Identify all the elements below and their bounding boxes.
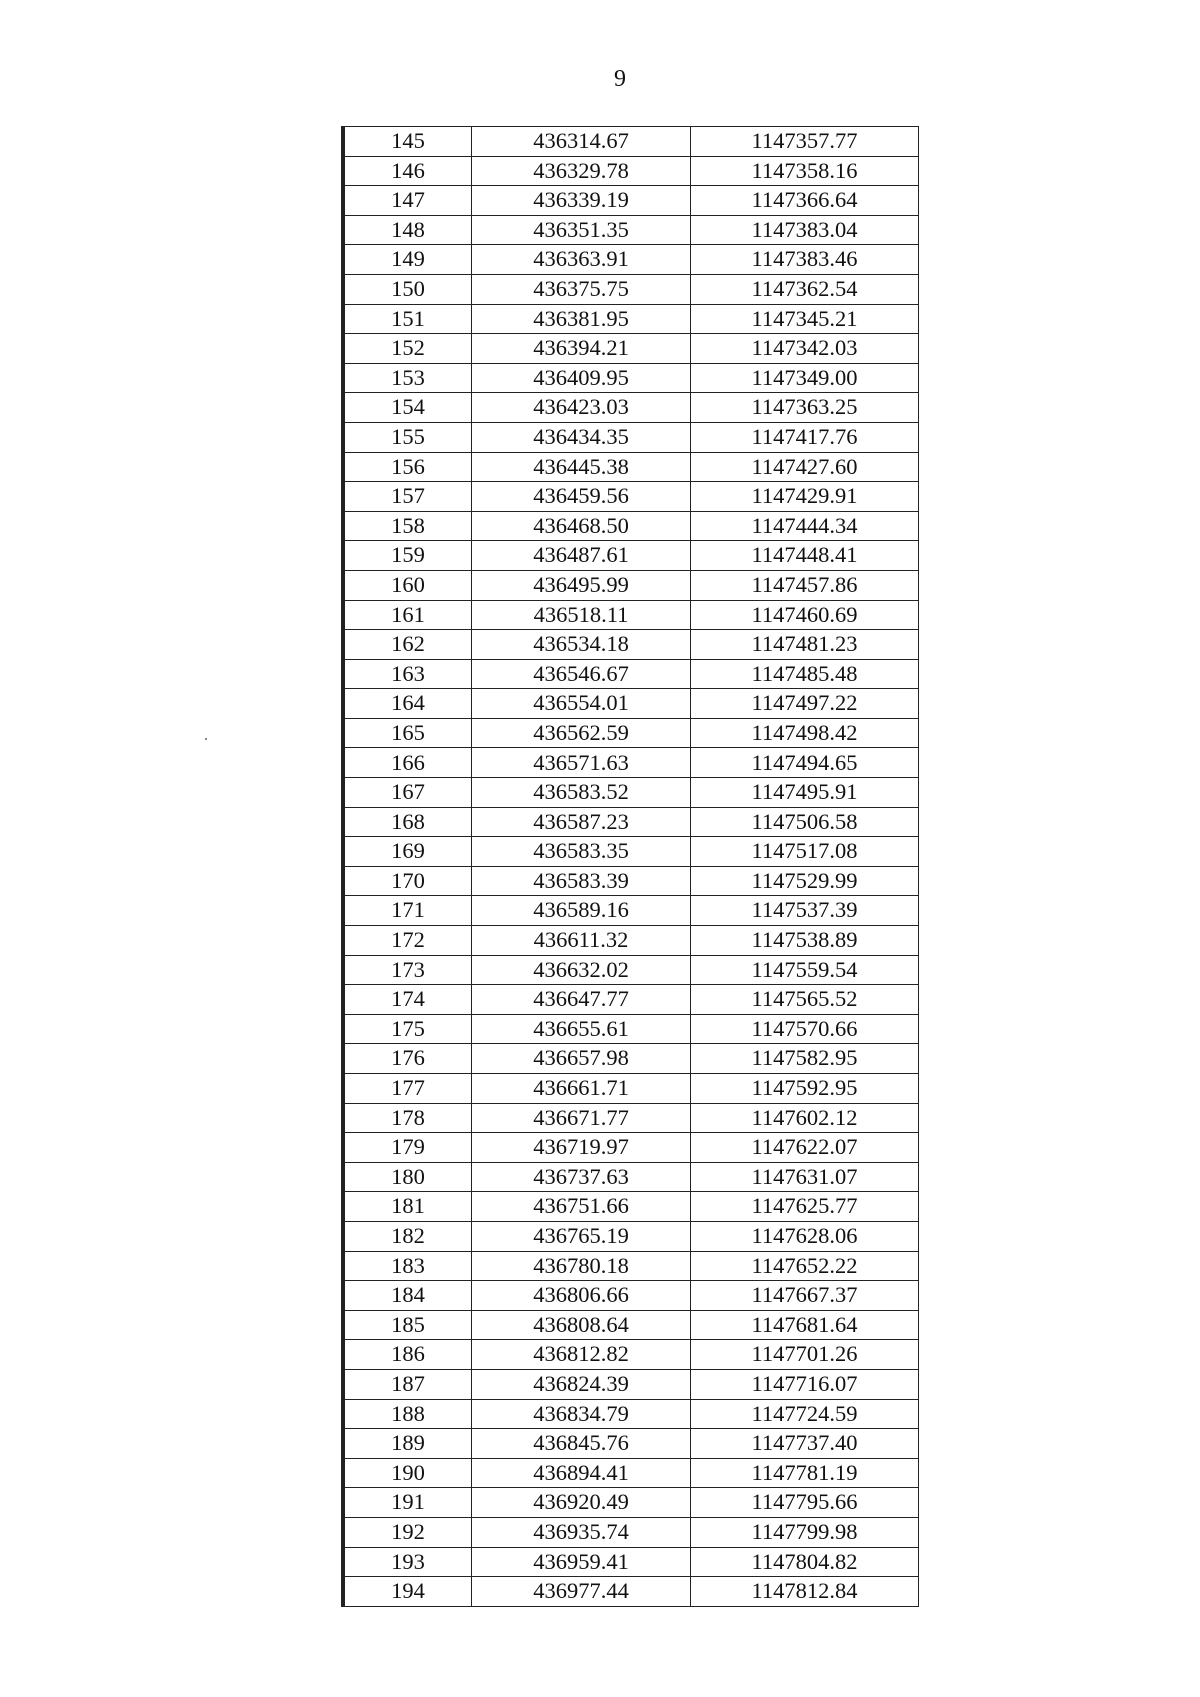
- y-coordinate-cell: 1147345.21: [691, 304, 919, 334]
- table-row: [345, 1340, 919, 1370]
- y-coordinate-cell: 1147537.39: [691, 896, 919, 926]
- table-row: [345, 630, 919, 660]
- x-coordinate-cell: 436845.76: [472, 1429, 691, 1459]
- table-row: [345, 600, 919, 630]
- point-number-cell: 152: [345, 334, 472, 364]
- table-row: [345, 807, 919, 837]
- y-coordinate-cell: 1147602.12: [691, 1103, 919, 1133]
- table-row: [345, 896, 919, 926]
- table-row: [345, 718, 919, 748]
- scan-speck: [205, 738, 207, 740]
- table-row: [345, 1133, 919, 1163]
- y-coordinate-cell: 1147592.95: [691, 1074, 919, 1104]
- point-number-cell: 158: [345, 511, 472, 541]
- table-row: [345, 511, 919, 541]
- y-coordinate-cell: 1147357.77: [691, 127, 919, 157]
- y-coordinate-cell: 1147457.86: [691, 570, 919, 600]
- y-coordinate-cell: 1147506.58: [691, 807, 919, 837]
- x-coordinate-cell: 436314.67: [472, 127, 691, 157]
- point-number-cell: 180: [345, 1162, 472, 1192]
- x-coordinate-cell: 436834.79: [472, 1399, 691, 1429]
- y-coordinate-cell: 1147538.89: [691, 926, 919, 956]
- x-coordinate-cell: 436351.35: [472, 215, 691, 245]
- point-number-cell: 176: [345, 1044, 472, 1074]
- table-row: [345, 1369, 919, 1399]
- y-coordinate-cell: 1147799.98: [691, 1517, 919, 1547]
- y-coordinate-cell: 1147444.34: [691, 511, 919, 541]
- x-coordinate-cell: 436589.16: [472, 896, 691, 926]
- y-coordinate-cell: 1147701.26: [691, 1340, 919, 1370]
- table-row: [345, 274, 919, 304]
- y-coordinate-cell: 1147559.54: [691, 955, 919, 985]
- point-number-cell: 159: [345, 541, 472, 571]
- table-row: [345, 1429, 919, 1459]
- x-coordinate-cell: 436394.21: [472, 334, 691, 364]
- x-coordinate-cell: 436571.63: [472, 748, 691, 778]
- table-row: [345, 985, 919, 1015]
- point-number-cell: 162: [345, 630, 472, 660]
- point-number-cell: 161: [345, 600, 472, 630]
- point-number-cell: 160: [345, 570, 472, 600]
- point-number-cell: 170: [345, 866, 472, 896]
- table-row: [345, 1192, 919, 1222]
- coordinates-table-body: [345, 127, 919, 1607]
- table-row: [345, 866, 919, 896]
- point-number-cell: 163: [345, 659, 472, 689]
- x-coordinate-cell: 436363.91: [472, 245, 691, 275]
- y-coordinate-cell: 1147804.82: [691, 1547, 919, 1577]
- x-coordinate-cell: 436587.23: [472, 807, 691, 837]
- x-coordinate-cell: 436554.01: [472, 689, 691, 719]
- x-coordinate-cell: 436661.71: [472, 1074, 691, 1104]
- y-coordinate-cell: 1147342.03: [691, 334, 919, 364]
- y-coordinate-cell: 1147628.06: [691, 1221, 919, 1251]
- y-coordinate-cell: 1147358.16: [691, 156, 919, 186]
- point-number-cell: 164: [345, 689, 472, 719]
- y-coordinate-cell: 1147517.08: [691, 837, 919, 867]
- table-row: [345, 1310, 919, 1340]
- table-row: [345, 1074, 919, 1104]
- y-coordinate-cell: 1147495.91: [691, 778, 919, 808]
- table-row: [345, 186, 919, 216]
- table-row: [345, 422, 919, 452]
- y-coordinate-cell: 1147497.22: [691, 689, 919, 719]
- table-row: [345, 1281, 919, 1311]
- point-number-cell: 166: [345, 748, 472, 778]
- point-number-cell: 193: [345, 1547, 472, 1577]
- y-coordinate-cell: 1147781.19: [691, 1458, 919, 1488]
- table-row: [345, 659, 919, 689]
- x-coordinate-cell: 436812.82: [472, 1340, 691, 1370]
- y-coordinate-cell: 1147812.84: [691, 1577, 919, 1607]
- table-row: [345, 393, 919, 423]
- x-coordinate-cell: 436434.35: [472, 422, 691, 452]
- point-number-cell: 188: [345, 1399, 472, 1429]
- y-coordinate-cell: 1147631.07: [691, 1162, 919, 1192]
- y-coordinate-cell: 1147429.91: [691, 482, 919, 512]
- x-coordinate-cell: 436719.97: [472, 1133, 691, 1163]
- point-number-cell: 182: [345, 1221, 472, 1251]
- point-number-cell: 186: [345, 1340, 472, 1370]
- x-coordinate-cell: 436824.39: [472, 1369, 691, 1399]
- table-row: [345, 778, 919, 808]
- table-row: [345, 1488, 919, 1518]
- point-number-cell: 187: [345, 1369, 472, 1399]
- y-coordinate-cell: 1147724.59: [691, 1399, 919, 1429]
- y-coordinate-cell: 1147716.07: [691, 1369, 919, 1399]
- table-row: [345, 689, 919, 719]
- point-number-cell: 194: [345, 1577, 472, 1607]
- x-coordinate-cell: 436959.41: [472, 1547, 691, 1577]
- x-coordinate-cell: 436583.52: [472, 778, 691, 808]
- x-coordinate-cell: 436487.61: [472, 541, 691, 571]
- y-coordinate-cell: 1147362.54: [691, 274, 919, 304]
- y-coordinate-cell: 1147652.22: [691, 1251, 919, 1281]
- table-row: [345, 1517, 919, 1547]
- table-row: [345, 245, 919, 275]
- x-coordinate-cell: 436935.74: [472, 1517, 691, 1547]
- x-coordinate-cell: 436518.11: [472, 600, 691, 630]
- point-number-cell: 146: [345, 156, 472, 186]
- y-coordinate-cell: 1147570.66: [691, 1014, 919, 1044]
- y-coordinate-cell: 1147366.64: [691, 186, 919, 216]
- point-number-cell: 184: [345, 1281, 472, 1311]
- point-number-cell: 167: [345, 778, 472, 808]
- point-number-cell: 154: [345, 393, 472, 423]
- table-row: [345, 570, 919, 600]
- y-coordinate-cell: 1147737.40: [691, 1429, 919, 1459]
- point-number-cell: 155: [345, 422, 472, 452]
- x-coordinate-cell: 436806.66: [472, 1281, 691, 1311]
- y-coordinate-cell: 1147427.60: [691, 452, 919, 482]
- point-number-cell: 153: [345, 363, 472, 393]
- table-row: [345, 955, 919, 985]
- x-coordinate-cell: 436583.35: [472, 837, 691, 867]
- table-row: [345, 127, 919, 157]
- x-coordinate-cell: 436375.75: [472, 274, 691, 304]
- y-coordinate-cell: 1147795.66: [691, 1488, 919, 1518]
- point-number-cell: 189: [345, 1429, 472, 1459]
- x-coordinate-cell: 436534.18: [472, 630, 691, 660]
- x-coordinate-cell: 436468.50: [472, 511, 691, 541]
- y-coordinate-cell: 1147460.69: [691, 600, 919, 630]
- x-coordinate-cell: 436920.49: [472, 1488, 691, 1518]
- x-coordinate-cell: 436495.99: [472, 570, 691, 600]
- table-row: [345, 1221, 919, 1251]
- y-coordinate-cell: 1147383.04: [691, 215, 919, 245]
- x-coordinate-cell: 436657.98: [472, 1044, 691, 1074]
- x-coordinate-cell: 436894.41: [472, 1458, 691, 1488]
- table-row: [345, 452, 919, 482]
- table-row: [345, 1458, 919, 1488]
- x-coordinate-cell: 436459.56: [472, 482, 691, 512]
- y-coordinate-cell: 1147363.25: [691, 393, 919, 423]
- y-coordinate-cell: 1147681.64: [691, 1310, 919, 1340]
- y-coordinate-cell: 1147498.42: [691, 718, 919, 748]
- point-number-cell: 168: [345, 807, 472, 837]
- x-coordinate-cell: 436632.02: [472, 955, 691, 985]
- point-number-cell: 192: [345, 1517, 472, 1547]
- point-number-cell: 149: [345, 245, 472, 275]
- table-row: [345, 748, 919, 778]
- x-coordinate-cell: 436546.67: [472, 659, 691, 689]
- point-number-cell: 172: [345, 926, 472, 956]
- point-number-cell: 165: [345, 718, 472, 748]
- point-number-cell: 148: [345, 215, 472, 245]
- point-number-cell: 179: [345, 1133, 472, 1163]
- x-coordinate-cell: 436381.95: [472, 304, 691, 334]
- x-coordinate-cell: 436737.63: [472, 1162, 691, 1192]
- point-number-cell: 181: [345, 1192, 472, 1222]
- table-row: [345, 1014, 919, 1044]
- table-row: [345, 1103, 919, 1133]
- x-coordinate-cell: 436611.32: [472, 926, 691, 956]
- y-coordinate-cell: 1147625.77: [691, 1192, 919, 1222]
- table-row: [345, 304, 919, 334]
- table-row: [345, 482, 919, 512]
- table-row: [345, 363, 919, 393]
- x-coordinate-cell: 436655.61: [472, 1014, 691, 1044]
- y-coordinate-cell: 1147667.37: [691, 1281, 919, 1311]
- point-number-cell: 157: [345, 482, 472, 512]
- x-coordinate-cell: 436339.19: [472, 186, 691, 216]
- point-number-cell: 147: [345, 186, 472, 216]
- table-row: [345, 926, 919, 956]
- y-coordinate-cell: 1147582.95: [691, 1044, 919, 1074]
- table-row: [345, 1577, 919, 1607]
- coordinates-table-container: [341, 126, 918, 1607]
- point-number-cell: 169: [345, 837, 472, 867]
- table-row: [345, 156, 919, 186]
- y-coordinate-cell: 1147529.99: [691, 866, 919, 896]
- x-coordinate-cell: 436780.18: [472, 1251, 691, 1281]
- x-coordinate-cell: 436583.39: [472, 866, 691, 896]
- y-coordinate-cell: 1147349.00: [691, 363, 919, 393]
- y-coordinate-cell: 1147417.76: [691, 422, 919, 452]
- table-row: [345, 837, 919, 867]
- y-coordinate-cell: 1147565.52: [691, 985, 919, 1015]
- point-number-cell: 173: [345, 955, 472, 985]
- table-row: [345, 1547, 919, 1577]
- point-number-cell: 191: [345, 1488, 472, 1518]
- table-row: [345, 215, 919, 245]
- point-number-cell: 190: [345, 1458, 472, 1488]
- x-coordinate-cell: 436808.64: [472, 1310, 691, 1340]
- y-coordinate-cell: 1147622.07: [691, 1133, 919, 1163]
- table-row: [345, 1044, 919, 1074]
- x-coordinate-cell: 436765.19: [472, 1221, 691, 1251]
- table-row: [345, 1399, 919, 1429]
- table-row: [345, 1251, 919, 1281]
- coordinates-table: [344, 126, 919, 1607]
- y-coordinate-cell: 1147383.46: [691, 245, 919, 275]
- y-coordinate-cell: 1147485.48: [691, 659, 919, 689]
- point-number-cell: 178: [345, 1103, 472, 1133]
- point-number-cell: 145: [345, 127, 472, 157]
- point-number-cell: 171: [345, 896, 472, 926]
- page-number: 9: [614, 66, 626, 92]
- point-number-cell: 185: [345, 1310, 472, 1340]
- point-number-cell: 156: [345, 452, 472, 482]
- point-number-cell: 174: [345, 985, 472, 1015]
- point-number-cell: 183: [345, 1251, 472, 1281]
- table-row: [345, 1162, 919, 1192]
- x-coordinate-cell: 436445.38: [472, 452, 691, 482]
- x-coordinate-cell: 436409.95: [472, 363, 691, 393]
- x-coordinate-cell: 436671.77: [472, 1103, 691, 1133]
- x-coordinate-cell: 436977.44: [472, 1577, 691, 1607]
- x-coordinate-cell: 436562.59: [472, 718, 691, 748]
- x-coordinate-cell: 436751.66: [472, 1192, 691, 1222]
- table-row: [345, 334, 919, 364]
- point-number-cell: 175: [345, 1014, 472, 1044]
- point-number-cell: 177: [345, 1074, 472, 1104]
- point-number-cell: 151: [345, 304, 472, 334]
- table-row: [345, 541, 919, 571]
- y-coordinate-cell: 1147494.65: [691, 748, 919, 778]
- y-coordinate-cell: 1147481.23: [691, 630, 919, 660]
- y-coordinate-cell: 1147448.41: [691, 541, 919, 571]
- x-coordinate-cell: 436647.77: [472, 985, 691, 1015]
- x-coordinate-cell: 436329.78: [472, 156, 691, 186]
- point-number-cell: 150: [345, 274, 472, 304]
- x-coordinate-cell: 436423.03: [472, 393, 691, 423]
